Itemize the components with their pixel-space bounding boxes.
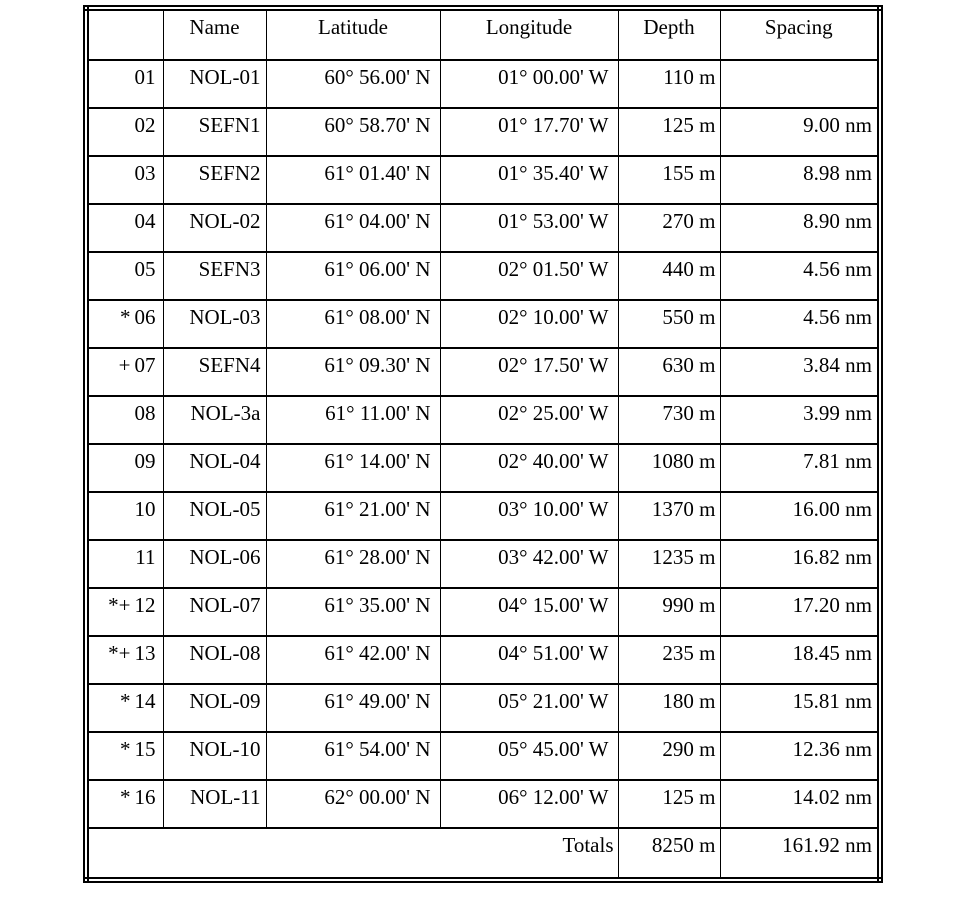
waypoint-depth: 440 m: [618, 252, 720, 300]
waypoint-spacing: 16.82 nm: [720, 540, 880, 588]
waypoint-longitude: 05° 21.00' W: [440, 684, 618, 732]
waypoint-name: NOL-09: [163, 684, 266, 732]
waypoint-longitude: 04° 51.00' W: [440, 636, 618, 684]
waypoint-depth: 990 m: [618, 588, 720, 636]
row-number-cell: [86, 60, 163, 108]
waypoint-spacing: [720, 60, 880, 108]
waypoint-depth: 630 m: [618, 348, 720, 396]
row-number-cell: [86, 636, 163, 684]
row-number: 05: [134, 257, 156, 281]
row-number-cell: [86, 348, 163, 396]
waypoint-spacing: 16.00 nm: [720, 492, 880, 540]
table-row: [86, 204, 880, 252]
col-header-name: Name: [163, 8, 266, 60]
table-row: [86, 444, 880, 492]
waypoint-latitude: 61° 21.00' N: [266, 492, 440, 540]
table-row: [86, 156, 880, 204]
waypoint-name: NOL-08: [163, 636, 266, 684]
waypoint-longitude: 02° 01.50' W: [440, 252, 618, 300]
waypoint-longitude: 01° 00.00' W: [440, 60, 618, 108]
col-header-depth: Depth: [618, 8, 720, 60]
waypoint-name: NOL-06: [163, 540, 266, 588]
waypoint-latitude: 61° 14.00' N: [266, 444, 440, 492]
table-row: [86, 780, 880, 828]
waypoint-longitude: 02° 25.00' W: [440, 396, 618, 444]
waypoint-name: NOL-10: [163, 732, 266, 780]
waypoint-depth: 125 m: [618, 108, 720, 156]
table-row: [86, 348, 880, 396]
row-marker: *+: [108, 641, 131, 665]
row-number-cell: [86, 444, 163, 492]
waypoint-depth: 125 m: [618, 780, 720, 828]
waypoint-spacing: 7.81 nm: [720, 444, 880, 492]
table-row: [86, 396, 880, 444]
row-number-cell: [86, 108, 163, 156]
waypoint-longitude: 01° 35.40' W: [440, 156, 618, 204]
row-number-cell: [86, 204, 163, 252]
row-number: 11: [135, 545, 156, 569]
table-row: [86, 588, 880, 636]
waypoint-latitude: 61° 06.00' N: [266, 252, 440, 300]
table-body: [86, 60, 880, 828]
waypoint-latitude: 61° 42.00' N: [266, 636, 440, 684]
waypoint-latitude: 62° 00.00' N: [266, 780, 440, 828]
row-number-cell: [86, 780, 163, 828]
row-number-cell: [86, 588, 163, 636]
row-number: 10: [134, 497, 156, 521]
waypoint-depth: 270 m: [618, 204, 720, 252]
waypoint-latitude: 61° 01.40' N: [266, 156, 440, 204]
row-number: 14: [134, 689, 156, 713]
waypoint-depth: 235 m: [618, 636, 720, 684]
waypoint-latitude: 61° 08.00' N: [266, 300, 440, 348]
row-marker: *: [120, 689, 131, 713]
header-row: [86, 8, 880, 60]
table-row: [86, 540, 880, 588]
row-number: 16: [134, 785, 156, 809]
row-number: 03: [134, 161, 156, 185]
row-number-cell: [86, 540, 163, 588]
row-marker: *: [120, 305, 131, 329]
waypoint-depth: 550 m: [618, 300, 720, 348]
row-marker: *: [120, 737, 131, 761]
waypoint-spacing: 18.45 nm: [720, 636, 880, 684]
row-number-cell: [86, 732, 163, 780]
row-number: 15: [134, 737, 156, 761]
waypoint-latitude: 60° 56.00' N: [266, 60, 440, 108]
waypoint-longitude: 01° 53.00' W: [440, 204, 618, 252]
row-marker: *+: [108, 593, 131, 617]
waypoint-name: NOL-11: [163, 780, 266, 828]
totals-depth: 8250 m: [618, 828, 720, 880]
waypoint-name: NOL-3a: [163, 396, 266, 444]
row-number: 07: [134, 353, 156, 377]
row-number: 01: [134, 65, 156, 89]
waypoint-depth: 1080 m: [618, 444, 720, 492]
waypoint-depth: 110 m: [618, 60, 720, 108]
row-marker: *: [120, 785, 131, 809]
col-header-index: [86, 8, 163, 60]
waypoint-name: SEFN2: [163, 156, 266, 204]
waypoint-name: NOL-02: [163, 204, 266, 252]
waypoint-longitude: 03° 10.00' W: [440, 492, 618, 540]
totals-row: [86, 828, 880, 880]
row-number-cell: [86, 156, 163, 204]
waypoint-table: [83, 5, 883, 883]
waypoint-spacing: 9.00 nm: [720, 108, 880, 156]
waypoint-spacing: 15.81 nm: [720, 684, 880, 732]
col-header-latitude: Latitude: [266, 8, 440, 60]
totals-label: Totals: [86, 828, 618, 880]
row-number: 04: [134, 209, 156, 233]
row-marker: +: [118, 353, 131, 377]
waypoint-spacing: 3.99 nm: [720, 396, 880, 444]
table-row: [86, 108, 880, 156]
waypoint-longitude: 05° 45.00' W: [440, 732, 618, 780]
row-number-cell: [86, 252, 163, 300]
waypoint-longitude: 03° 42.00' W: [440, 540, 618, 588]
waypoint-spacing: 12.36 nm: [720, 732, 880, 780]
waypoint-spacing: 8.98 nm: [720, 156, 880, 204]
row-number-cell: [86, 492, 163, 540]
row-number: 12: [134, 593, 156, 617]
waypoint-name: NOL-07: [163, 588, 266, 636]
waypoint-spacing: 4.56 nm: [720, 300, 880, 348]
table-row: [86, 60, 880, 108]
totals-spacing: 161.92 nm: [720, 828, 880, 880]
waypoint-depth: 155 m: [618, 156, 720, 204]
waypoint-longitude: 02° 40.00' W: [440, 444, 618, 492]
waypoint-spacing: 14.02 nm: [720, 780, 880, 828]
col-header-longitude: Longitude: [440, 8, 618, 60]
table-row: [86, 252, 880, 300]
row-number-cell: [86, 300, 163, 348]
col-header-spacing: Spacing: [720, 8, 880, 60]
waypoint-longitude: 04° 15.00' W: [440, 588, 618, 636]
waypoint-name: SEFN3: [163, 252, 266, 300]
row-number-cell: [86, 396, 163, 444]
table-row: [86, 492, 880, 540]
waypoint-name: SEFN1: [163, 108, 266, 156]
waypoint-depth: 730 m: [618, 396, 720, 444]
waypoint-latitude: 60° 58.70' N: [266, 108, 440, 156]
waypoint-spacing: 4.56 nm: [720, 252, 880, 300]
waypoint-depth: 1235 m: [618, 540, 720, 588]
table-row: [86, 684, 880, 732]
waypoint-name: NOL-01: [163, 60, 266, 108]
waypoint-latitude: 61° 35.00' N: [266, 588, 440, 636]
row-number: 13: [134, 641, 156, 665]
waypoint-depth: 180 m: [618, 684, 720, 732]
waypoint-latitude: 61° 28.00' N: [266, 540, 440, 588]
waypoint-latitude: 61° 04.00' N: [266, 204, 440, 252]
waypoint-longitude: 02° 17.50' W: [440, 348, 618, 396]
row-number-cell: [86, 684, 163, 732]
table-row: [86, 636, 880, 684]
waypoint-name: SEFN4: [163, 348, 266, 396]
table-row: [86, 732, 880, 780]
waypoint-name: NOL-03: [163, 300, 266, 348]
row-number: 08: [134, 401, 156, 425]
waypoint-name: NOL-05: [163, 492, 266, 540]
waypoint-depth: 290 m: [618, 732, 720, 780]
waypoint-latitude: 61° 54.00' N: [266, 732, 440, 780]
waypoint-spacing: 3.84 nm: [720, 348, 880, 396]
waypoint-spacing: 8.90 nm: [720, 204, 880, 252]
waypoint-spacing: 17.20 nm: [720, 588, 880, 636]
waypoint-name: NOL-04: [163, 444, 266, 492]
row-number: 09: [134, 449, 156, 473]
waypoint-longitude: 02° 10.00' W: [440, 300, 618, 348]
waypoint-longitude: 06° 12.00' W: [440, 780, 618, 828]
row-number: 06: [134, 305, 156, 329]
waypoint-latitude: 61° 09.30' N: [266, 348, 440, 396]
waypoint-depth: 1370 m: [618, 492, 720, 540]
waypoint-latitude: 61° 11.00' N: [266, 396, 440, 444]
table-row: [86, 300, 880, 348]
row-number: 02: [134, 113, 156, 137]
waypoint-latitude: 61° 49.00' N: [266, 684, 440, 732]
waypoint-longitude: 01° 17.70' W: [440, 108, 618, 156]
